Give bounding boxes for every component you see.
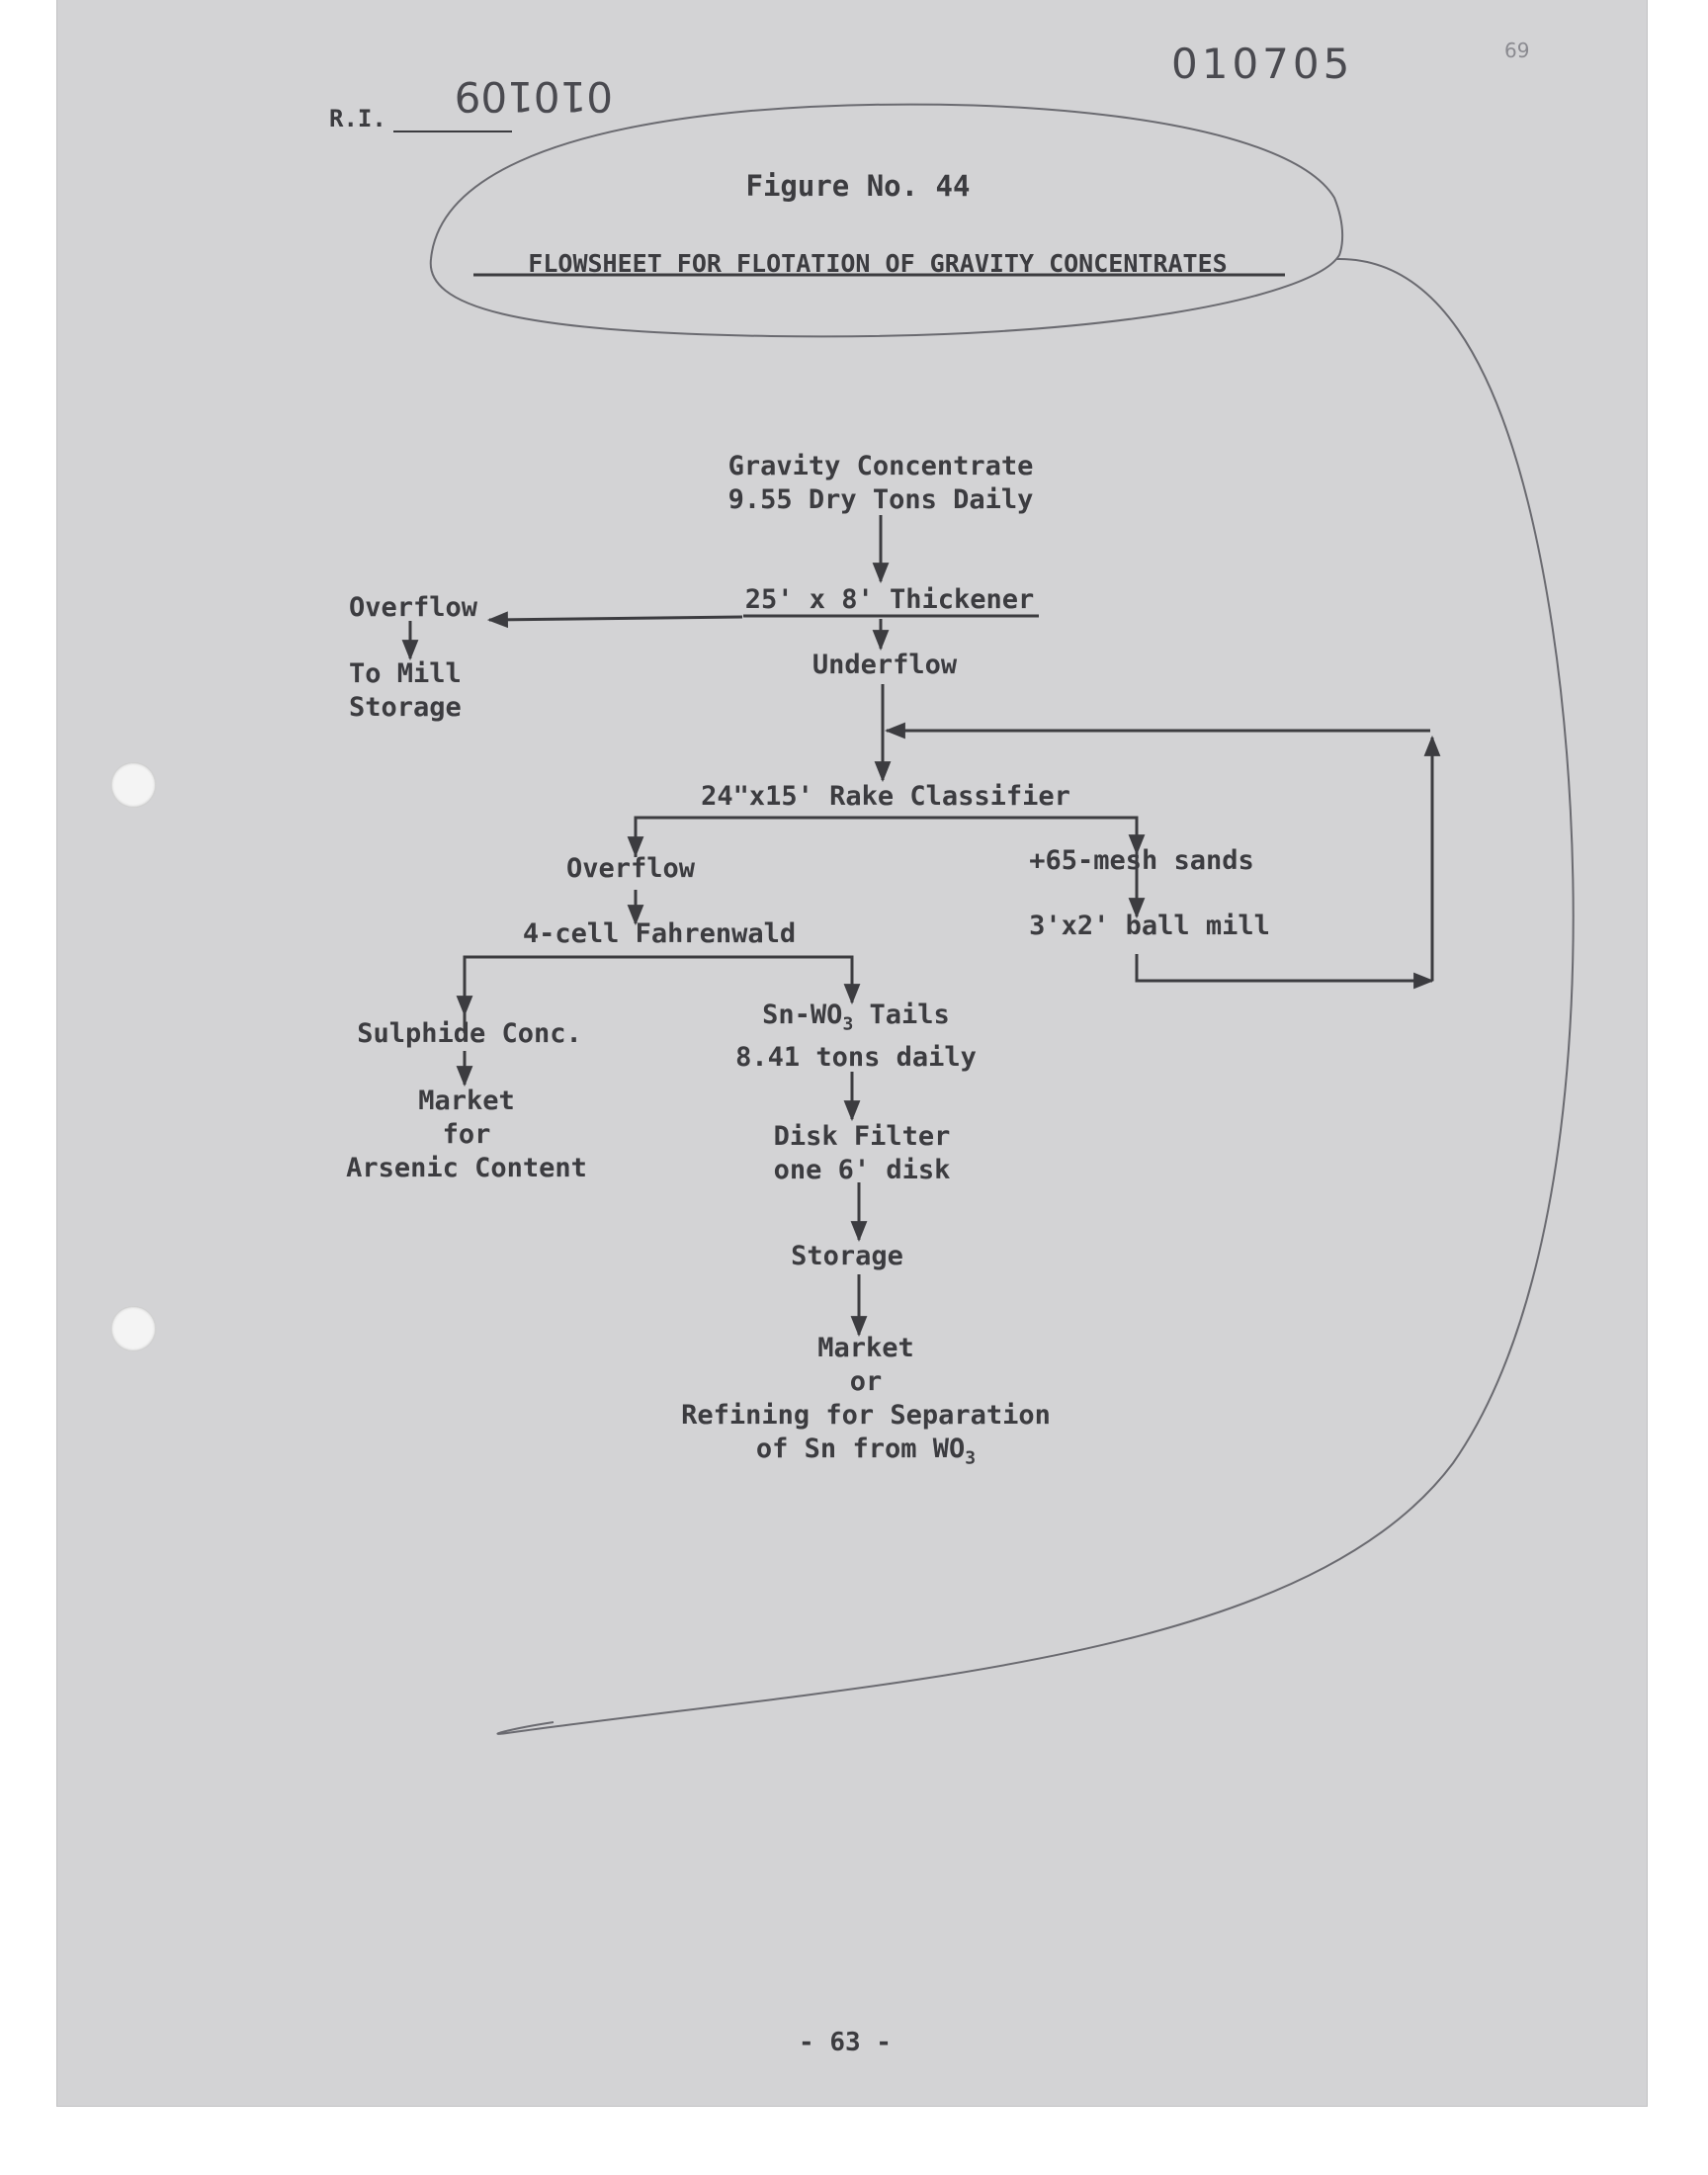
arrow-ballmill-to-recycle [1137,954,1432,981]
node-rake-classifier: 24"x15' Rake Classifier [701,781,1070,812]
node-thickener-overflow: Overflow [349,592,478,623]
arrow-thickener-to-overflow [489,617,742,620]
node-final-market-refining: Market or Refining for Separation of Sn from $WO_3$ [681,1333,1051,1469]
node-thickener: 25' x 8' Thickener [744,584,1035,615]
page-number: - 63 - [799,2028,892,2057]
node-disk-filter: Disk Filter one 6' disk [773,1121,951,1185]
node-classifier-overflow: Overflow [565,853,696,884]
node-fahrenwald-flotation: 4-cell Fahrenwald [522,918,797,949]
corner-page-mark: 69 [1504,39,1530,62]
node-mill-storage: To Mill Storage [349,658,462,723]
diagram-title: FLOWSHEET FOR FLOTATION OF GRAVITY CONCENTRATES [528,249,1228,278]
node-sulphide-conc: Sulphide Conc. [357,1018,582,1049]
node-storage: Storage [791,1241,903,1271]
ri-number-stamp: 010109 [454,72,613,121]
document-number-stamp: 010705 [1171,40,1354,88]
node-sn-wo3-tails: $Sn-WO_3$ Tails 8.41 tons daily [735,1000,977,1074]
node-underflow: Underflow [811,650,958,680]
node-ball-mill: 3'x2' ball mill [1029,911,1270,941]
ri-label: R.I. [329,105,386,132]
node-mesh-sands: +65-mesh sands [1029,845,1254,876]
figure-number: Figure No. 44 [745,169,971,203]
node-gravity-concentrate: Gravity Concentrate 9.55 Dry Tons Daily [727,451,1034,515]
ri-blank-line [393,130,512,132]
node-market-arsenic: Market for Arsenic Content [346,1086,587,1183]
